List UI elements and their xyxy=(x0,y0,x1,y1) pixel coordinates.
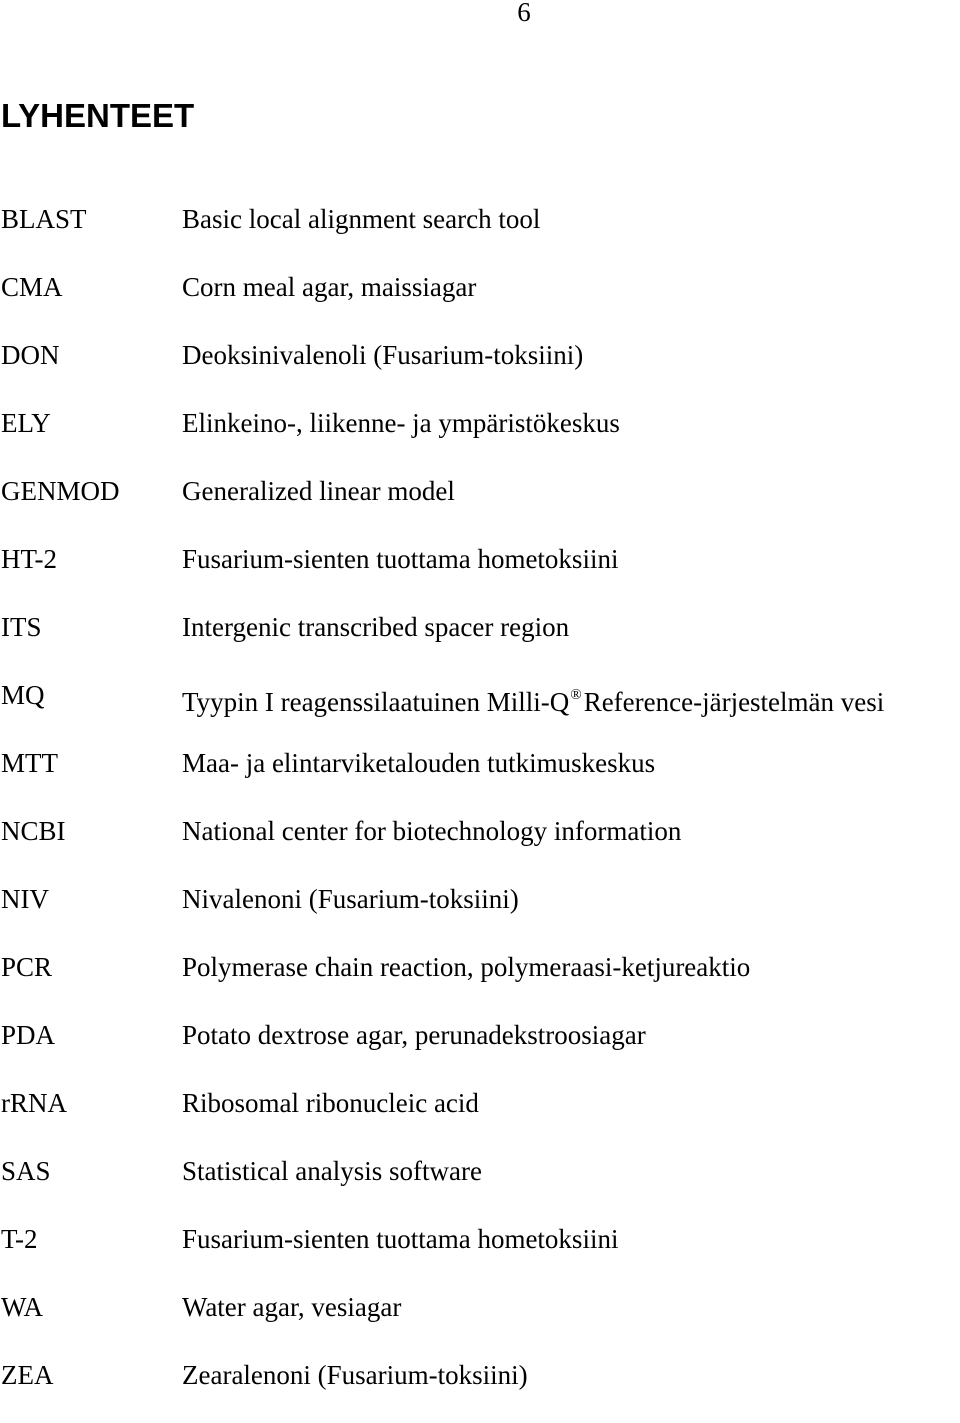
abbreviation-row-genmod xyxy=(0,471,960,539)
abbreviation-row-ht-2 xyxy=(0,539,960,607)
abbreviation-term: DON xyxy=(1,340,60,370)
abbreviation-definition: National center for biotechnology information xyxy=(182,816,682,846)
abbreviation-definition: Generalized linear model xyxy=(182,476,455,506)
abbreviation-definition: Basic local alignment search tool xyxy=(182,204,541,234)
abbreviation-term: ZEA xyxy=(1,1360,54,1390)
page-number: 6 xyxy=(517,0,531,27)
abbreviation-list xyxy=(0,199,960,1423)
abbreviation-term: MTT xyxy=(1,748,58,778)
abbreviation-definition: Statistical analysis software xyxy=(182,1156,482,1186)
abbreviation-term: BLAST xyxy=(1,204,87,234)
abbreviation-row-rrna xyxy=(0,1083,960,1151)
abbreviation-definition: Intergenic transcribed spacer region xyxy=(182,612,570,642)
abbreviation-row-blast xyxy=(0,199,960,267)
abbreviation-row-t-2 xyxy=(0,1219,960,1287)
abbreviation-term: rRNA xyxy=(1,1088,67,1118)
abbreviation-definition: Fusarium-sienten tuottama hometoksiini xyxy=(182,544,619,574)
abbreviation-term: HT-2 xyxy=(1,544,58,574)
abbreviation-term: GENMOD xyxy=(1,476,120,506)
abbreviation-term: NIV xyxy=(1,884,49,914)
abbreviation-term: WA xyxy=(1,1292,43,1322)
abbreviation-row-pda xyxy=(0,1015,960,1083)
abbreviation-definition: Ribosomal ribonucleic acid xyxy=(182,1088,479,1118)
abbreviation-definition: Zearalenoni (Fusarium-toksiini) xyxy=(182,1360,528,1390)
abbreviation-term: ITS xyxy=(1,612,42,642)
abbreviation-definition: Maa- ja elintarviketalouden tutkimuskeskus xyxy=(182,748,656,778)
abbreviation-row-mtt xyxy=(0,743,960,811)
abbreviation-definition: Elinkeino-, liikenne- ja ympäristökeskus xyxy=(182,408,620,438)
abbreviation-term: CMA xyxy=(1,272,63,302)
abbreviation-row-mq xyxy=(0,675,960,743)
abbreviation-definition: Corn meal agar, maissiagar xyxy=(182,272,477,302)
abbreviation-row-wa xyxy=(0,1287,960,1355)
definition-text-before-mark: Tyypin I reagenssilaatuinen Milli-Q xyxy=(182,687,570,717)
abbreviation-term: MQ xyxy=(1,680,45,710)
abbreviation-row-don xyxy=(0,335,960,403)
abbreviation-row-sas xyxy=(0,1151,960,1219)
abbreviation-definition: Fusarium-sienten tuottama hometoksiini xyxy=(182,1224,619,1254)
abbreviation-term: PDA xyxy=(1,1020,56,1050)
abbreviation-row-its xyxy=(0,607,960,675)
abbreviation-row-zea xyxy=(0,1355,960,1423)
abbreviation-term: ELY xyxy=(1,408,51,438)
definition-text-after-mark: Reference-järjestelmän vesi xyxy=(583,687,885,717)
abbreviation-row-ely xyxy=(0,403,960,471)
abbreviation-definition: Deoksinivalenoli (Fusarium-toksiini) xyxy=(182,340,584,370)
abbreviation-term: T-2 xyxy=(1,1224,38,1254)
abbreviation-definition: Water agar, vesiagar xyxy=(182,1292,402,1322)
abbreviation-row-niv xyxy=(0,879,960,947)
abbreviation-definition xyxy=(182,675,884,722)
abbreviation-definition: Polymerase chain reaction, polymeraasi-ketjureaktio xyxy=(182,952,751,982)
abbreviation-definition: Nivalenoni (Fusarium-toksiini) xyxy=(182,884,519,914)
abbreviation-definition: Potato dextrose agar, perunadekstroosiagar xyxy=(182,1020,646,1050)
abbreviation-term: NCBI xyxy=(1,816,66,846)
abbreviation-term: PCR xyxy=(1,952,53,982)
abbreviation-term: SAS xyxy=(1,1156,51,1186)
abbreviation-row-cma xyxy=(0,267,960,335)
registered-trademark-symbol: ® xyxy=(570,687,582,703)
abbreviation-row-pcr xyxy=(0,947,960,1015)
abbreviation-row-ncbi xyxy=(0,811,960,879)
page-title: LYHENTEET xyxy=(1,97,195,134)
